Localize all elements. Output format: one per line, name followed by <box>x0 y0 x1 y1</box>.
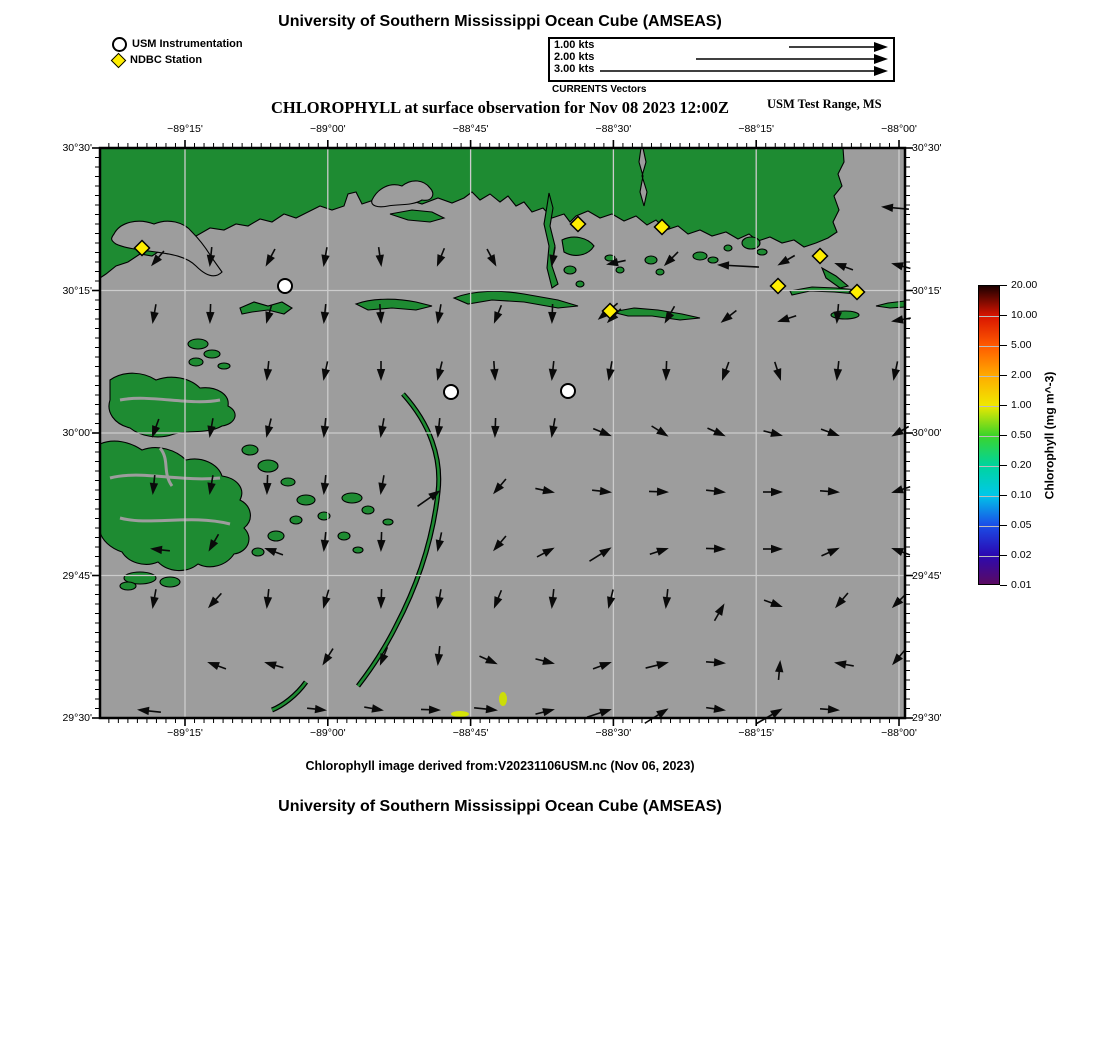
y-axis-label-left: 30°00' <box>62 427 92 439</box>
colorbar-tick-label: 0.05 <box>1011 519 1032 531</box>
x-axis-label-top: −88°00' <box>881 123 917 135</box>
usm-station-icon <box>112 37 127 52</box>
x-axis-label-bottom: −89°15' <box>167 727 203 739</box>
colorbar-tick <box>1000 585 1007 586</box>
y-axis-label-right: 30°00' <box>912 427 942 439</box>
colorbar-tick <box>1000 555 1007 556</box>
vector-key-label-2: 2.00 kts <box>554 51 595 63</box>
colorbar-tick-label: 0.50 <box>1011 429 1032 441</box>
legend-label-ndbc: NDBC Station <box>130 54 203 66</box>
x-axis-label-top: −88°30' <box>595 123 632 135</box>
map-svg <box>100 148 905 718</box>
usm-station-marker <box>444 385 458 399</box>
vector-key-label-1: 1.00 kts <box>554 39 595 51</box>
y-axis-label-left: 29°30' <box>62 712 92 724</box>
y-axis-label-right: 29°45' <box>912 569 942 582</box>
ndbc-station-icon <box>111 52 127 68</box>
colorbar-tick-line <box>979 436 999 437</box>
x-axis-label-bottom: −88°00' <box>881 727 917 739</box>
y-axis-label-right: 29°30' <box>912 712 942 724</box>
colorbar-tick <box>1000 345 1007 346</box>
legend-row-ndbc <box>112 52 243 68</box>
y-axis-label-right: 30°15' <box>912 284 942 297</box>
vector-key-caption: CURRENTS Vectors <box>552 84 647 95</box>
vector-key-label-3: 3.00 kts <box>554 63 595 75</box>
colorbar-tick-label: 10.00 <box>1011 309 1038 321</box>
vector-key-arrows <box>550 39 889 80</box>
region-label: USM Test Range, MS <box>767 97 882 111</box>
legend-label-usm: USM Instrumentation <box>132 38 243 50</box>
colorbar-tick-label: 20.00 <box>1011 279 1038 291</box>
colorbar-tick-label: 2.00 <box>1011 369 1032 381</box>
colorbar-tick <box>1000 465 1007 466</box>
colorbar-tick-label: 5.00 <box>1011 339 1032 351</box>
legend-row-usm <box>112 36 243 52</box>
x-axis-label-bottom: −88°30' <box>595 727 632 739</box>
colorbar-tick <box>1000 375 1007 376</box>
y-axis-label-left: 30°15' <box>62 284 92 297</box>
x-axis-label-bottom: −88°15' <box>738 727 775 739</box>
y-axis-label-left: 30°30' <box>62 142 92 154</box>
y-axis-label-right: 30°30' <box>912 142 942 154</box>
colorbar-tick <box>1000 315 1007 316</box>
page-title: University of Southern Mississippi Ocean Cube (AMSEAS) <box>278 13 722 30</box>
colorbar <box>978 285 1000 585</box>
colorbar-tick-label: 1.00 <box>1011 399 1032 411</box>
usm-station-marker <box>561 384 575 398</box>
colorbar-tick <box>1000 525 1007 526</box>
colorbar-title: Chlorophyll (mg m^-3) <box>1042 371 1057 500</box>
colorbar-tick <box>1000 435 1007 436</box>
colorbar-tick-line <box>979 406 999 407</box>
map-area <box>100 148 905 718</box>
colorbar-tick-label: 0.02 <box>1011 549 1032 561</box>
x-axis-label-top: −89°15' <box>167 123 203 135</box>
plot-subtitle: CHLOROPHYLL at surface observation for Nov 08 2023 12:00Z <box>270 98 729 117</box>
colorbar-tick-label: 0.20 <box>1011 459 1032 471</box>
currents-vector-key <box>548 37 895 82</box>
colorbar-tick-line <box>979 526 999 527</box>
x-axis-label-top: −88°45' <box>452 123 489 135</box>
footer-title: University of Southern Mississippi Ocean Cube (AMSEAS) <box>278 798 722 815</box>
usm-station-marker <box>278 279 292 293</box>
colorbar-tick-line <box>979 346 999 347</box>
colorbar-tick-line <box>979 466 999 467</box>
colorbar-tick-label: 0.10 <box>1011 489 1032 501</box>
colorbar-tick-line <box>979 376 999 377</box>
x-axis-label-top: −88°15' <box>738 123 775 135</box>
colorbar-tick <box>1000 495 1007 496</box>
x-axis-label-bottom: −89°00' <box>309 727 346 739</box>
colorbar-tick-label: 0.01 <box>1011 579 1032 591</box>
map-legend <box>112 36 243 68</box>
colorbar-tick-line <box>979 316 999 317</box>
colorbar-tick-line <box>979 556 999 557</box>
colorbar-tick <box>1000 405 1007 406</box>
x-axis-label-top: −89°00' <box>309 123 346 135</box>
x-axis-label-bottom: −88°45' <box>452 727 489 739</box>
source-caption: Chlorophyll image derived from:V20231106USM.nc (Nov 06, 2023) <box>305 759 695 773</box>
y-axis-label-left: 29°45' <box>62 569 92 582</box>
colorbar-tick-line <box>979 496 999 497</box>
colorbar-tick <box>1000 285 1007 286</box>
